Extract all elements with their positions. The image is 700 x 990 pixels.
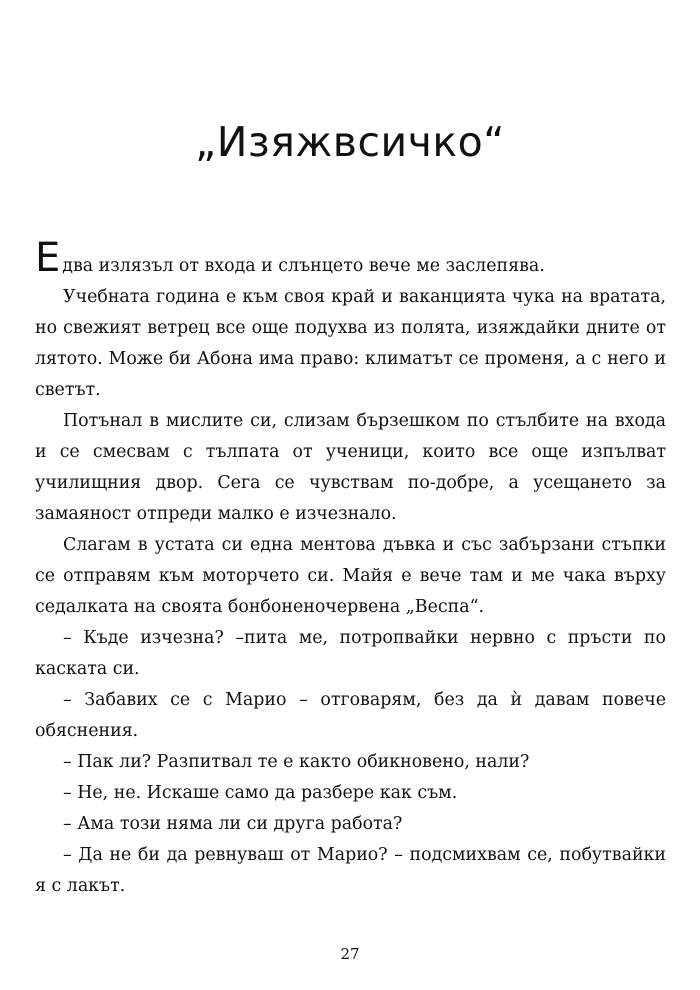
page-number: 27 [340, 945, 360, 963]
dialogue-line-5: – Ама този няма ли си друга работа? [63, 814, 403, 834]
paragraph-3: Потънал в мислите си, слизам бързешком по стълбите на входа и се смесвам с тълпата от ученици, които все още изпълват училищния двор. Сега се чувствам по-добре, а усещането за замаяност отпреди малко е изчезнало. [35, 411, 666, 524]
dialogue-line-1: – Къде изчезна? –пита ме, потропвайки нервно с пръсти по каската си. [35, 628, 666, 679]
drop-cap: Е [35, 235, 61, 281]
dialogue-line-4: – Не, не. Искаше само да разбере как съм. [63, 783, 458, 803]
paragraph-4: Слагам в устата си една ментова дъвка и със забързани стъпки се отправям към моторчето си. Майя е вече там и ме чака върху седалката на своята бонбоненочервена „Веспа“. [35, 535, 666, 617]
dialogue-line-3: – Пак ли? Разпитвал те е както обикновено, нали? [63, 752, 530, 772]
dialogue-line-2: – Забавих се с Марио – отговарям, без да ѝ давам повече обяснения. [35, 690, 666, 741]
chapter-body [35, 235, 666, 902]
dialogue-line-6: – Да не би да ревнуваш от Марио? – подсмихвам се, побутвайки я с лакът. [35, 845, 666, 896]
paragraph-1-text: два излязъл от входа и слънцето вече ме заслепява. [62, 256, 545, 276]
paragraph-2: Учебната година е към своя край и ваканцията чука на вратата, но свежият ветрец все още подухва из полята, изяждайки дните от лятото. Може би Абона има право: климатът се променя, а с него и светът. [35, 287, 666, 400]
chapter-title: „Изяжвсичко“ [195, 118, 505, 166]
paragraph-1 [35, 235, 666, 282]
